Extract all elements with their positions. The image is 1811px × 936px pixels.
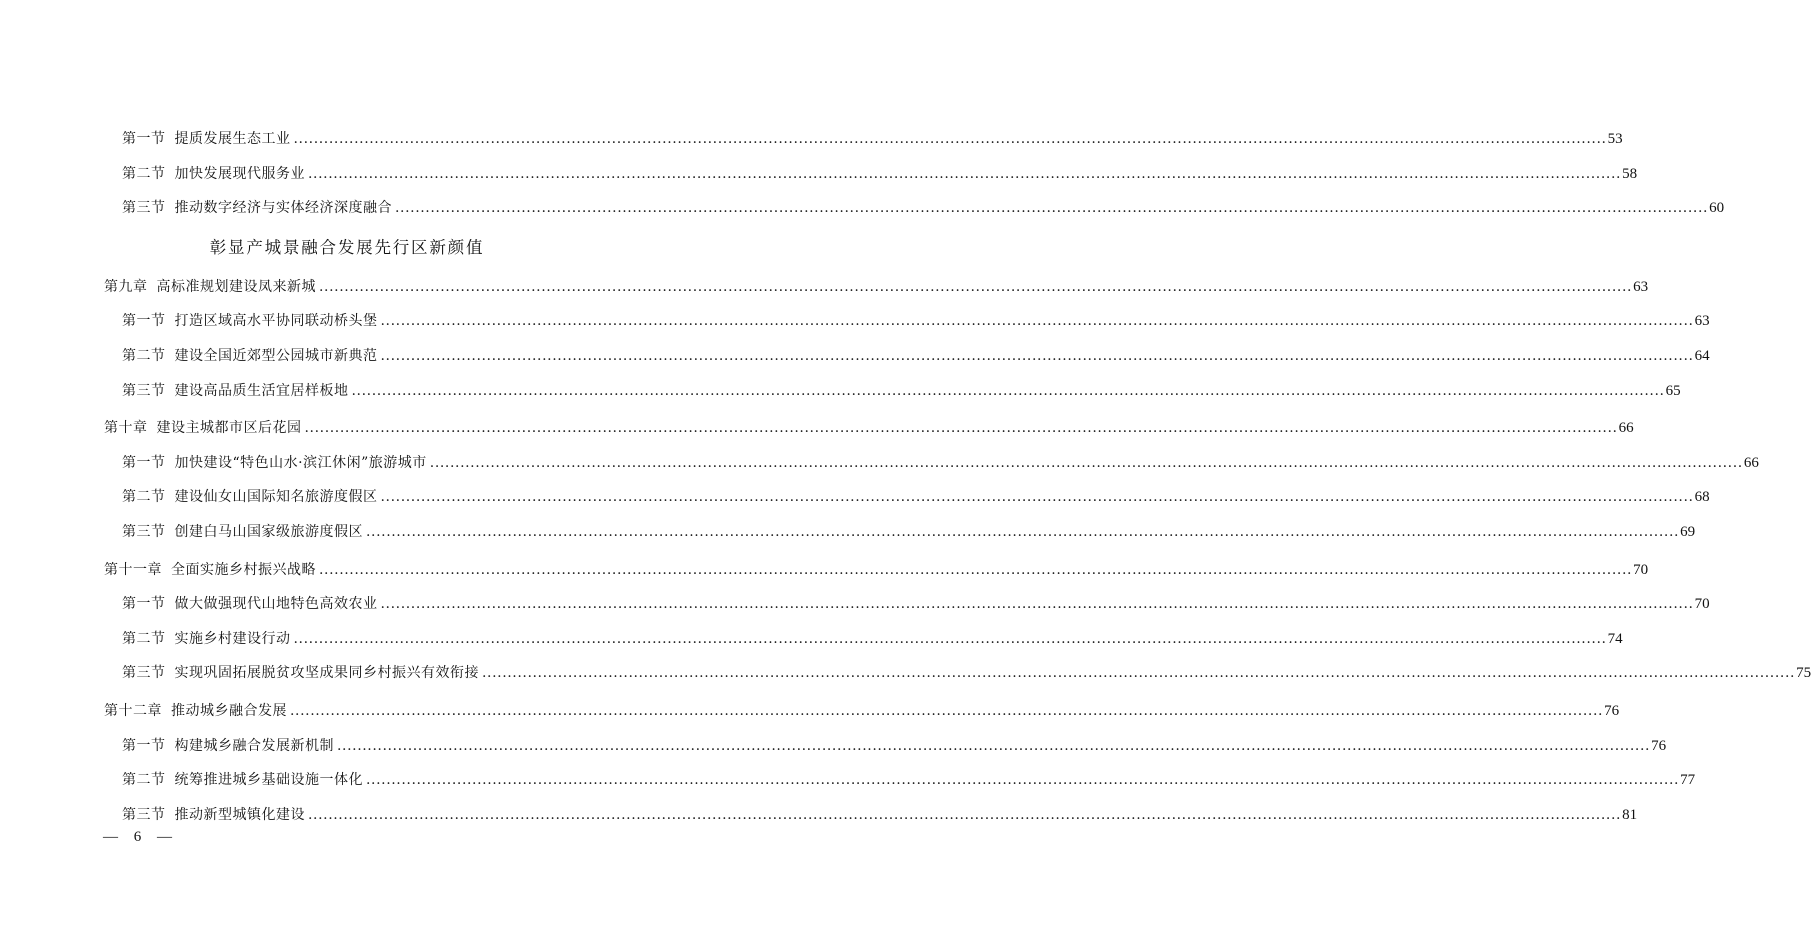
entry-page-number: 76 [1651,737,1667,754]
toc-chapter-entry[interactable] [104,694,1620,729]
toc-section-entry[interactable] [104,339,1710,374]
entry-page-number: 76 [1604,702,1620,719]
entry-number: 第三节 [122,200,166,217]
entry-number: 第十二章 [104,702,162,719]
entry-page-number: 58 [1622,165,1638,182]
toc-section-entry[interactable] [104,480,1710,515]
toc-section-entry[interactable] [104,304,1710,339]
dot-leader: .................................................................................................................................................................................................................................................................... [380,313,1694,330]
entry-page-number: 69 [1680,523,1696,540]
toc-section-entry[interactable] [104,729,1667,764]
dot-leader: .................................................................................................................................................................................................................................................................... [304,420,1618,437]
toc-chapter-entry[interactable] [104,553,1649,588]
entry-title: 建设高品质生活宜居样板地 [174,382,349,399]
entry-number: 第二节 [122,165,166,182]
entry-title: 统筹推进城乡基础设施一体化 [174,772,363,789]
entry-title: 构建城乡融合发展新机制 [174,737,334,754]
entry-title: 提质发展生态工业 [174,131,291,147]
entry-number: 第三节 [122,665,166,682]
toc-section-entry[interactable] [104,515,1696,550]
toc-section-entry[interactable] [104,446,1759,481]
entry-number: 第二节 [122,630,166,647]
entry-number: 第一节 [122,737,166,754]
entry-title: 打造区域高水平协同联动桥头堡 [174,313,378,330]
dot-leader: .................................................................................................................................................................................................................................................................... [482,665,1796,682]
toc-chapter-entry[interactable] [104,411,1634,446]
entry-number: 第三节 [122,523,166,540]
entry-title: 推动数字经济与实体经济深度融合 [174,200,392,217]
entry-page-number: 74 [1607,630,1623,647]
entry-page-number: 65 [1665,382,1681,399]
dot-leader: .................................................................................................................................................................................................................................................................... [293,630,1607,647]
dot-leader: .................................................................................................................................................................................................................................................................... [319,278,1633,295]
entry-page-number: 63 [1633,278,1649,295]
entry-title: 实施乡村建设行动 [174,630,291,647]
dot-leader: .................................................................................................................................................................................................................................................................... [351,382,1665,399]
entry-title: 做大做强现代山地特色高效农业 [174,596,378,613]
entry-page-number: 66 [1743,454,1759,471]
dot-leader: .................................................................................................................................................................................................................................................................... [308,806,1622,823]
entry-page-number: 77 [1680,772,1696,789]
entry-number: 第一节 [122,454,166,471]
entry-title: 建设主城都市区后花园 [156,420,302,437]
entry-number: 第二节 [122,489,166,506]
entry-page-number: 75 [1796,665,1811,682]
entry-number: 第十章 [104,420,148,437]
entry-number: 第三节 [122,382,166,399]
dot-leader: .................................................................................................................................................................................................................................................................... [290,702,1604,719]
entry-page-number: 70 [1633,561,1649,578]
dot-leader: .................................................................................................................................................................................................................................................................... [380,347,1694,364]
entry-title: 推动城乡融合发展 [171,702,287,719]
toc-section-entry[interactable] [104,191,1725,226]
entry-page-number: 53 [1607,131,1623,147]
dot-leader: .................................................................................................................................................................................................................................................................... [319,561,1633,578]
dot-leader: .................................................................................................................................................................................................................................................................... [366,772,1680,789]
entry-title: 实现巩固拓展脱贫攻坚成果同乡村振兴有效衔接 [174,665,479,682]
entry-title: 加快建设“特色山水·滨江休闲”旅游城市 [174,454,427,471]
toc-section-entry[interactable] [104,622,1623,657]
entry-number: 第一节 [122,313,166,330]
entry-page-number: 70 [1694,596,1710,613]
toc-section-entry[interactable] [104,763,1696,798]
entry-number: 第二节 [122,772,166,789]
toc-section-entry[interactable] [104,157,1638,192]
entry-page-number: 63 [1694,313,1710,330]
table-of-contents [104,122,1811,832]
dot-leader: .................................................................................................................................................................................................................................................................... [380,596,1694,613]
part-heading: 彰显产城景融合发展先行区新颜值 [209,237,485,257]
page-number: — 6 — [103,829,178,845]
dot-leader: .................................................................................................................................................................................................................................................................... [366,523,1680,540]
toc-chapter-entry[interactable] [104,270,1649,305]
entry-number: 第三节 [122,806,166,823]
toc-section-entry[interactable] [104,587,1710,622]
dot-leader: .................................................................................................................................................................................................................................................................... [337,737,1651,754]
entry-number: 第一节 [122,596,166,613]
entry-title: 加快发展现代服务业 [174,165,305,182]
toc-section-entry[interactable] [104,798,1638,833]
entry-number: 第十一章 [104,561,162,578]
dot-leader: .................................................................................................................................................................................................................................................................... [293,131,1607,147]
toc-section-entry[interactable] [104,374,1681,409]
entry-title: 推动新型城镇化建设 [174,806,305,823]
toc-section-entry[interactable] [104,122,1623,157]
entry-number: 第二节 [122,347,166,364]
entry-page-number: 64 [1694,347,1710,364]
entry-number: 第一节 [122,131,166,147]
entry-title: 高标准规划建设凤来新城 [156,278,316,295]
entry-title: 建设全国近郊型公园城市新典范 [174,347,378,364]
entry-title: 建设仙女山国际知名旅游度假区 [174,489,378,506]
entry-page-number: 66 [1618,420,1634,437]
dot-leader: .................................................................................................................................................................................................................................................................... [429,454,1743,471]
entry-page-number: 68 [1694,489,1710,506]
entry-page-number: 60 [1709,200,1725,217]
dot-leader: .................................................................................................................................................................................................................................................................... [395,200,1709,217]
dot-leader: .................................................................................................................................................................................................................................................................... [380,489,1694,506]
entry-number: 第九章 [104,278,148,295]
entry-title: 创建白马山国家级旅游度假区 [174,523,363,540]
entry-title: 全面实施乡村振兴战略 [171,561,316,578]
dot-leader: .................................................................................................................................................................................................................................................................... [308,165,1622,182]
entry-page-number: 81 [1622,806,1638,823]
toc-section-entry[interactable] [104,656,1811,691]
